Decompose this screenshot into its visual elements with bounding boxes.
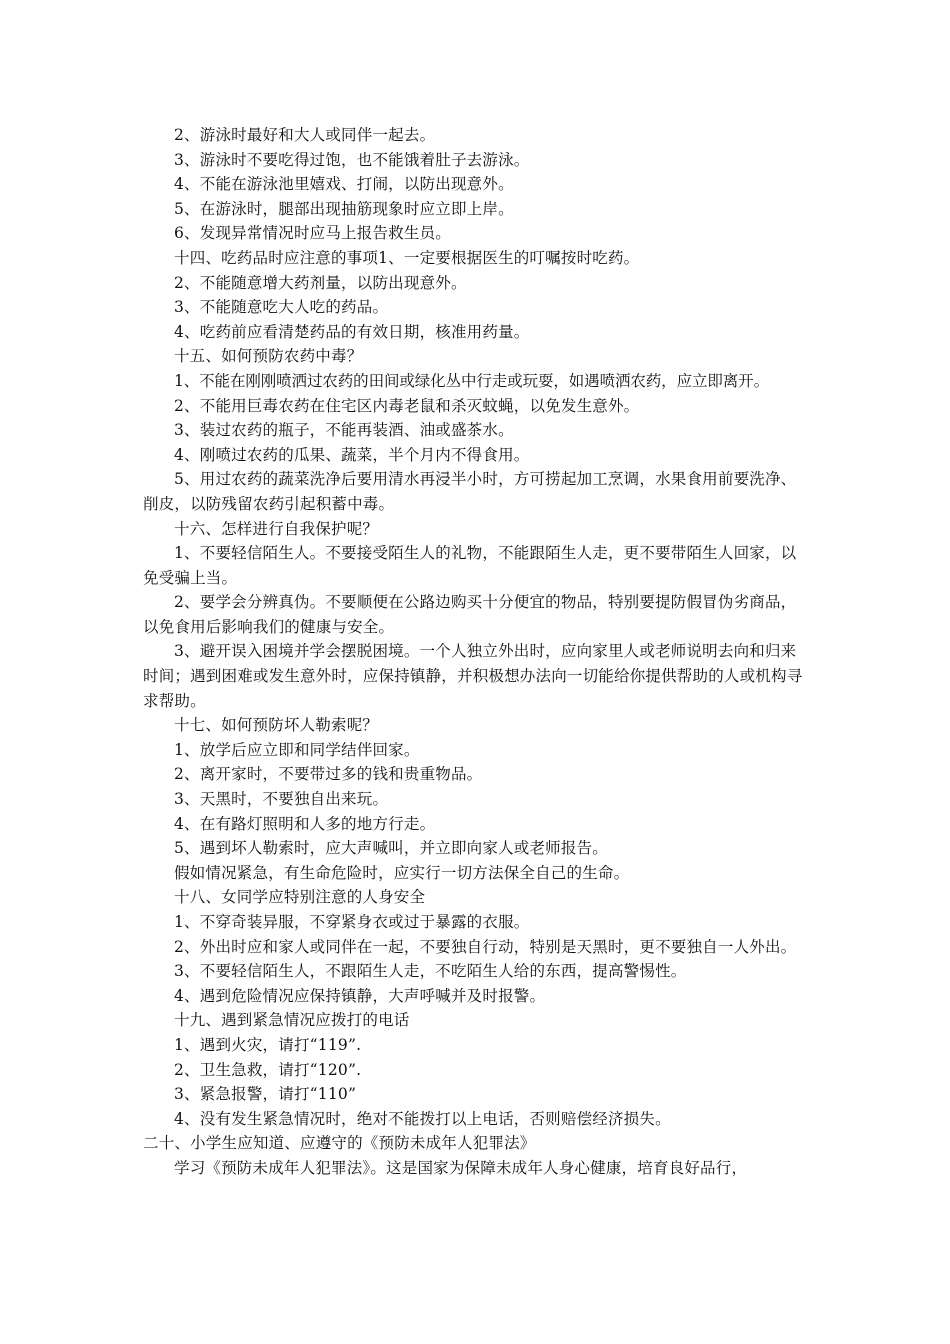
paragraph: 4、刚喷过农药的瓜果、蔬菜，半个月内不得食用。 — [174, 445, 530, 464]
section-heading: 十六、怎样进行自我保护呢？ — [174, 519, 379, 538]
paragraph: 3、不要轻信陌生人，不跟陌生人走，不吃陌生人给的东西，提高警惕性。 — [174, 962, 687, 981]
paragraph: 3、不能随意吃大人吃的药品。 — [174, 298, 389, 317]
paragraph: 2、要学会分辨真伪。不要顺便在公路边购买十分便宜的物品，特别要提防假冒伪劣商品，以免食用后影响我们的健康与安全。 — [143, 593, 797, 636]
paragraph: 2、离开家时，不要带过多的钱和贵重物品。 — [174, 765, 483, 784]
paragraph: 3、紧急报警，请打“110” — [174, 1085, 357, 1104]
paragraph: 5、用过农药的蔬菜洗净后要用清水再浸半小时，方可捞起加工烹调，水果食用前要洗净、削皮，以防残留农药引起积蓄中毒。 — [143, 470, 797, 513]
paragraph: 2、不能随意增大药剂量，以防出现意外。 — [174, 273, 467, 292]
paragraph: 4、在有路灯照明和人多的地方行走。 — [174, 814, 436, 833]
paragraph: 3、避开误入困境并学会摆脱困境。一个人独立外出时，应向家里人或老师说明去向和归来时间；遇到困难或发生意外时，应保持镇静，并积极想办法向一切能给你提供帮助的人或机构寻求帮助。 — [143, 642, 803, 710]
paragraph: 2、外出时应和家人或同伴在一起，不要独自行动，特别是天黑时，更不要独自一人外出。 — [174, 937, 797, 956]
paragraph: 1、不要轻信陌生人。不要接受陌生人的礼物，不能跟陌生人走，更不要带陌生人回家，以免受骗上当。 — [143, 544, 797, 587]
section-heading: 十七、如何预防坏人勒索呢？ — [174, 716, 379, 735]
section-heading: 十五、如何预防农药中毒？ — [174, 347, 363, 366]
paragraph: 5、遇到坏人勒索时，应大声喊叫，并立即向家人或老师报告。 — [174, 839, 608, 858]
paragraph: 6、发现异常情况时应马上报告救生员。 — [174, 224, 451, 243]
paragraph: 2、卫生急救，请打“120”. — [174, 1060, 362, 1079]
paragraph: 1、不能在刚刚喷洒过农药的田间或绿化丛中行走或玩耍，如遇喷洒农药，应立即离开。 — [174, 371, 769, 390]
section-heading: 十九、遇到紧急情况应拨打的电话 — [174, 1011, 410, 1030]
paragraph: 1、放学后应立即和同学结伴回家。 — [174, 740, 420, 759]
paragraph: 3、装过农药的瓶子，不能再装酒、油或盛茶水。 — [174, 421, 514, 440]
paragraph: 1、不穿奇装异服，不穿紧身衣或过于暴露的衣服。 — [174, 913, 530, 931]
paragraph: 1、遇到火灾，请打“119”. — [174, 1035, 362, 1054]
paragraph: 3、天黑时，不要独自出来玩。 — [174, 790, 389, 809]
document-page — [143, 123, 809, 1181]
section-heading: 二十、小学生应知道、应遵守的《预防未成年人犯罪法》 — [143, 1134, 536, 1153]
paragraph: 4、不能在游泳池里嬉戏、打闹，以防出现意外。 — [174, 175, 514, 194]
paragraph: 4、没有发生紧急情况时，绝对不能拨打以上电话，否则赔偿经济损失。 — [174, 1109, 671, 1128]
paragraph: 4、吃药前应看清楚药品的有效日期，核准用药量。 — [174, 322, 530, 341]
paragraph: 学习《预防未成年人犯罪法》。这是国家为保障未成年人身心健康，培育良好品行， — [174, 1158, 748, 1177]
paragraph: 3、游泳时不要吃得过饱，也不能饿着肚子去游泳。 — [174, 150, 530, 169]
paragraph: 2、游泳时最好和大人或同伴一起去。 — [174, 126, 436, 144]
paragraph: 假如情况紧急，有生命危险时，应实行一切方法保全自己的生命。 — [174, 863, 630, 882]
paragraph: 2、不能用巨毒农药在住宅区内毒老鼠和杀灭蚊蝇，以免发生意外。 — [174, 396, 640, 415]
section-heading: 十八、女同学应特别注意的人身安全 — [174, 888, 426, 907]
paragraph: 5、在游泳时，腿部出现抽筋现象时应立即上岸。 — [174, 199, 514, 218]
section-heading: 十四、吃药品时应注意的事项1、一定要根据医生的叮嘱按时吃药。 — [174, 248, 640, 267]
paragraph: 4、遇到危险情况应保持镇静，大声呼喊并及时报警。 — [174, 986, 546, 1005]
